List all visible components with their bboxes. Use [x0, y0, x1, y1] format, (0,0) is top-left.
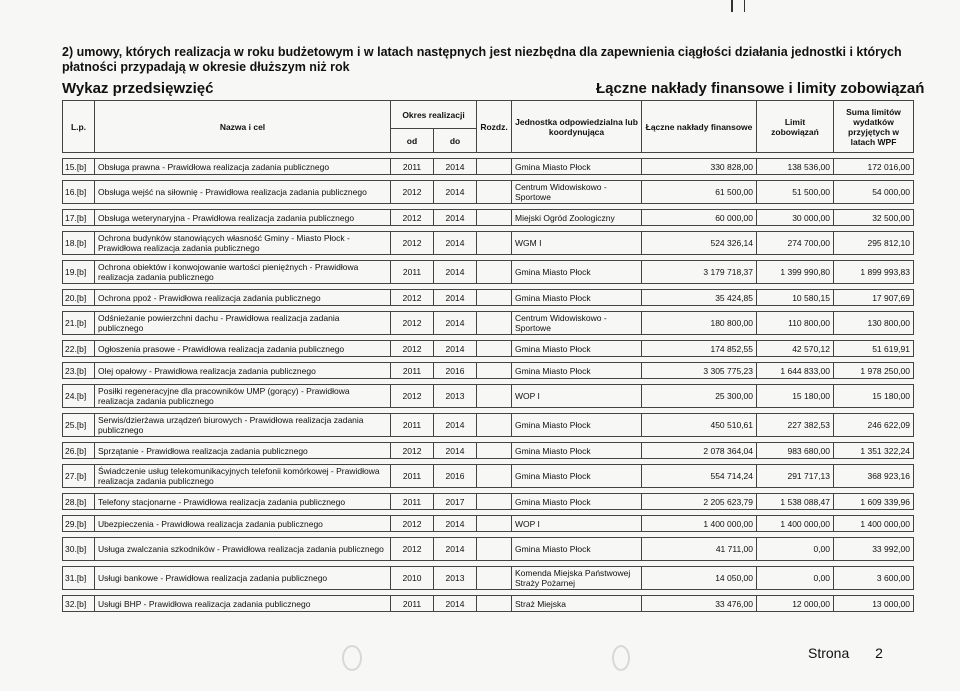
page-label: Strona	[808, 645, 850, 661]
table-row	[63, 596, 914, 612]
cell-total: 33 476,00	[642, 596, 757, 612]
cell-name: Ochrona obiektów i konwojowanie wartości pieniężnych - Prawidłowa realizacja zadania publicznego	[95, 261, 391, 284]
cell-sum: 54 000,00	[834, 181, 914, 204]
header-sum: Suma limitów wydatków przyjętych w latach WPF	[834, 101, 914, 153]
page-number: 2	[875, 645, 883, 661]
table-row	[63, 414, 914, 437]
cell-unit: Miejski Ogród Zoologiczny	[512, 210, 642, 226]
cell-unit: Centrum Widowiskowo - Sportowe	[512, 312, 642, 335]
header-unit: Jednostka odpowiedzialna lub koordynująca	[512, 101, 642, 153]
cell-rozdz	[477, 596, 512, 612]
cell-do: 2016	[434, 363, 477, 379]
cell-rozdz	[477, 232, 512, 255]
cell-name: Usługi bankowe - Prawidłowa realizacja zadania publicznego	[95, 567, 391, 590]
cell-do: 2014	[434, 516, 477, 532]
cell-total: 330 828,00	[642, 159, 757, 175]
header-rozdz: Rozdz.	[477, 101, 512, 153]
cell-lp: 21.[b]	[63, 312, 95, 335]
cell-lp: 15.[b]	[63, 159, 95, 175]
cell-od: 2012	[391, 290, 434, 306]
cell-name: Olej opałowy - Prawidłowa realizacja zadania publicznego	[95, 363, 391, 379]
cell-rozdz	[477, 261, 512, 284]
cell-rozdz	[477, 341, 512, 357]
cell-sum: 172 016,00	[834, 159, 914, 175]
header-name: Nazwa i cel	[95, 101, 391, 153]
cell-unit: Centrum Widowiskowo - Sportowe	[512, 181, 642, 204]
cell-lp: 23.[b]	[63, 363, 95, 379]
cell-limit: 0,00	[757, 538, 834, 561]
cell-do: 2014	[434, 443, 477, 459]
cell-rozdz	[477, 538, 512, 561]
cell-od: 2011	[391, 596, 434, 612]
cell-limit: 274 700,00	[757, 232, 834, 255]
cell-name: Obsługa weterynaryjna - Prawidłowa realizacja zadania publicznego	[95, 210, 391, 226]
cell-unit: Komenda Miejska Państwowej Straży Pożarnej	[512, 567, 642, 590]
cell-limit: 10 580,15	[757, 290, 834, 306]
cell-limit: 138 536,00	[757, 159, 834, 175]
cell-unit: Gmina Miasto Płock	[512, 443, 642, 459]
table-row	[63, 538, 914, 561]
cell-lp: 16.[b]	[63, 181, 95, 204]
cell-od: 2012	[391, 210, 434, 226]
table-body	[63, 153, 914, 612]
table-row	[63, 290, 914, 306]
cell-limit: 1 538 088,47	[757, 494, 834, 510]
cell-rozdz	[477, 516, 512, 532]
table-row	[63, 516, 914, 532]
cell-do: 2014	[434, 341, 477, 357]
cell-limit: 30 000,00	[757, 210, 834, 226]
scan-artifact	[342, 645, 362, 671]
cell-limit: 1 400 000,00	[757, 516, 834, 532]
table-row	[63, 385, 914, 408]
cell-name: Obsługa prawna - Prawidłowa realizacja zadania publicznego	[95, 159, 391, 175]
scan-mark	[731, 0, 733, 12]
cell-sum: 51 619,91	[834, 341, 914, 357]
cell-sum: 246 622,09	[834, 414, 914, 437]
table-row	[63, 567, 914, 590]
cell-name: Usługi BHP - Prawidłowa realizacja zadania publicznego	[95, 596, 391, 612]
header-period: Okres realizacji	[391, 101, 477, 129]
cell-unit: Gmina Miasto Płock	[512, 538, 642, 561]
cell-total: 524 326,14	[642, 232, 757, 255]
cell-limit: 227 382,53	[757, 414, 834, 437]
cell-lp: 27.[b]	[63, 465, 95, 488]
cell-total: 61 500,00	[642, 181, 757, 204]
cell-lp: 30.[b]	[63, 538, 95, 561]
cell-unit: Gmina Miasto Płock	[512, 290, 642, 306]
cell-sum: 1 351 322,24	[834, 443, 914, 459]
cell-name: Ochrona budynków stanowiących własność Gminy - Miasto Płock - Prawidłowa realizacja zadania publicznego	[95, 232, 391, 255]
cell-total: 35 424,85	[642, 290, 757, 306]
cell-lp: 24.[b]	[63, 385, 95, 408]
cell-rozdz	[477, 465, 512, 488]
cell-name: Ochrona ppoż - Prawidłowa realizacja zadania publicznego	[95, 290, 391, 306]
cell-lp: 29.[b]	[63, 516, 95, 532]
cell-do: 2014	[434, 261, 477, 284]
table-row	[63, 341, 914, 357]
cell-do: 2014	[434, 232, 477, 255]
cell-total: 450 510,61	[642, 414, 757, 437]
cell-sum: 130 800,00	[834, 312, 914, 335]
cell-do: 2014	[434, 210, 477, 226]
cell-rozdz	[477, 181, 512, 204]
cell-limit: 12 000,00	[757, 596, 834, 612]
cell-do: 2013	[434, 385, 477, 408]
cell-od: 2012	[391, 181, 434, 204]
table-row	[63, 363, 914, 379]
cell-lp: 25.[b]	[63, 414, 95, 437]
cell-rozdz	[477, 494, 512, 510]
cell-lp: 32.[b]	[63, 596, 95, 612]
cell-lp: 26.[b]	[63, 443, 95, 459]
cell-rozdz	[477, 414, 512, 437]
cell-unit: Gmina Miasto Płock	[512, 261, 642, 284]
cell-name: Ogłoszenia prasowe - Prawidłowa realizacja zadania publicznego	[95, 341, 391, 357]
cell-sum: 32 500,00	[834, 210, 914, 226]
cell-do: 2014	[434, 312, 477, 335]
cell-rozdz	[477, 290, 512, 306]
cell-sum: 368 923,16	[834, 465, 914, 488]
cell-od: 2012	[391, 341, 434, 357]
cell-sum: 1 978 250,00	[834, 363, 914, 379]
cell-od: 2012	[391, 443, 434, 459]
cell-limit: 0,00	[757, 567, 834, 590]
cell-unit: Gmina Miasto Płock	[512, 414, 642, 437]
cell-do: 2014	[434, 159, 477, 175]
cell-limit: 15 180,00	[757, 385, 834, 408]
cell-limit: 291 717,13	[757, 465, 834, 488]
cell-od: 2010	[391, 567, 434, 590]
cell-unit: Gmina Miasto Płock	[512, 363, 642, 379]
cell-total: 14 050,00	[642, 567, 757, 590]
cell-name: Sprzątanie - Prawidłowa realizacja zadania publicznego	[95, 443, 391, 459]
cell-lp: 17.[b]	[63, 210, 95, 226]
cell-total: 3 179 718,37	[642, 261, 757, 284]
cell-od: 2012	[391, 385, 434, 408]
scan-mark	[744, 0, 745, 12]
cell-unit: Gmina Miasto Płock	[512, 159, 642, 175]
cell-lp: 31.[b]	[63, 567, 95, 590]
cell-do: 2014	[434, 596, 477, 612]
cell-rozdz	[477, 363, 512, 379]
table-row	[63, 181, 914, 204]
cell-od: 2011	[391, 159, 434, 175]
cell-name: Posiłki regeneracyjne dla pracowników UMP (gorący) - Prawidłowa realizacja zadania publicznego	[95, 385, 391, 408]
cell-limit: 983 680,00	[757, 443, 834, 459]
cell-total: 3 305 775,23	[642, 363, 757, 379]
cell-od: 2012	[391, 232, 434, 255]
cell-name: Odśnieżanie powierzchni dachu - Prawidłowa realizacja zadania publicznego	[95, 312, 391, 335]
cell-limit: 42 570,12	[757, 341, 834, 357]
table-row	[63, 465, 914, 488]
cell-od: 2012	[391, 538, 434, 561]
cell-od: 2011	[391, 414, 434, 437]
table-row	[63, 443, 914, 459]
cell-name: Ubezpieczenia - Prawidłowa realizacja zadania publicznego	[95, 516, 391, 532]
cell-do: 2017	[434, 494, 477, 510]
cell-name: Serwis/dzierżawa urządzeń biurowych - Prawidłowa realizacja zadania publicznego	[95, 414, 391, 437]
cell-do: 2014	[434, 290, 477, 306]
table-row	[63, 261, 914, 284]
cell-od: 2012	[391, 312, 434, 335]
cell-rozdz	[477, 312, 512, 335]
cell-total: 60 000,00	[642, 210, 757, 226]
table-row	[63, 159, 914, 175]
header-limit: Limit zobowiązań	[757, 101, 834, 153]
table-row	[63, 312, 914, 335]
cell-name: Świadczenie usług telekomunikacyjnych telefonii komórkowej - Prawidłowa realizacja zadania publicznego	[95, 465, 391, 488]
section-title-costs: Łączne nakłady finansowe i limity zobowiązań	[596, 80, 925, 97]
table-row	[63, 494, 914, 510]
cell-unit: Gmina Miasto Płock	[512, 465, 642, 488]
cell-lp: 18.[b]	[63, 232, 95, 255]
cell-total: 174 852,55	[642, 341, 757, 357]
cell-total: 25 300,00	[642, 385, 757, 408]
header-to: do	[434, 129, 477, 153]
page-footer	[808, 645, 883, 661]
cell-rozdz	[477, 385, 512, 408]
cell-sum: 15 180,00	[834, 385, 914, 408]
cell-sum: 1 899 993,83	[834, 261, 914, 284]
cell-sum: 33 992,00	[834, 538, 914, 561]
cell-name: Telefony stacjonarne - Prawidłowa realizacja zadania publicznego	[95, 494, 391, 510]
cell-lp: 20.[b]	[63, 290, 95, 306]
section-title: Wykaz przedsięwzięć	[62, 80, 214, 97]
scan-artifact	[612, 645, 630, 671]
cell-od: 2011	[391, 363, 434, 379]
cell-sum: 17 907,69	[834, 290, 914, 306]
cell-limit: 1 399 990,80	[757, 261, 834, 284]
cell-sum: 3 600,00	[834, 567, 914, 590]
cell-unit: Gmina Miasto Płock	[512, 494, 642, 510]
cell-lp: 28.[b]	[63, 494, 95, 510]
header-total: Łączne nakłady finansowe	[642, 101, 757, 153]
cell-rozdz	[477, 210, 512, 226]
cell-total: 2 205 623,79	[642, 494, 757, 510]
cell-lp: 22.[b]	[63, 341, 95, 357]
table-row	[63, 210, 914, 226]
cell-total: 554 714,24	[642, 465, 757, 488]
cell-do: 2014	[434, 414, 477, 437]
cell-unit: WOP I	[512, 516, 642, 532]
cell-do: 2013	[434, 567, 477, 590]
cell-od: 2011	[391, 261, 434, 284]
cell-do: 2014	[434, 538, 477, 561]
cell-unit: WOP I	[512, 385, 642, 408]
cell-total: 1 400 000,00	[642, 516, 757, 532]
cell-od: 2011	[391, 465, 434, 488]
cell-total: 2 078 364,04	[642, 443, 757, 459]
cell-sum: 295 812,10	[834, 232, 914, 255]
cell-lp: 19.[b]	[63, 261, 95, 284]
cell-od: 2012	[391, 516, 434, 532]
cell-rozdz	[477, 443, 512, 459]
header-from: od	[391, 129, 434, 153]
cell-total: 41 711,00	[642, 538, 757, 561]
projects-table	[62, 100, 914, 612]
cell-sum: 1 609 339,96	[834, 494, 914, 510]
cell-do: 2016	[434, 465, 477, 488]
cell-unit: Gmina Miasto Płock	[512, 341, 642, 357]
cell-do: 2014	[434, 181, 477, 204]
cell-sum: 13 000,00	[834, 596, 914, 612]
cell-name: Usługa zwalczania szkodników - Prawidłowa realizacja zadania publicznego	[95, 538, 391, 561]
cell-unit: Straż Miejska	[512, 596, 642, 612]
table-row	[63, 232, 914, 255]
cell-sum: 1 400 000,00	[834, 516, 914, 532]
cell-name: Obsługa wejść na siłownię - Prawidłowa realizacja zadania publicznego	[95, 181, 391, 204]
cell-total: 180 800,00	[642, 312, 757, 335]
cell-limit: 51 500,00	[757, 181, 834, 204]
intro-text: 2) umowy, których realizacja w roku budżetowym i w latach następnych jest niezbędna dla zapewnienia ciągłości działania jednostki i których płatności przypadają w okresie dłuższym niż rok	[62, 45, 902, 74]
cell-rozdz	[477, 567, 512, 590]
cell-limit: 110 800,00	[757, 312, 834, 335]
header-lp: L.p.	[63, 101, 95, 153]
cell-od: 2011	[391, 494, 434, 510]
cell-rozdz	[477, 159, 512, 175]
cell-unit: WGM I	[512, 232, 642, 255]
cell-limit: 1 644 833,00	[757, 363, 834, 379]
